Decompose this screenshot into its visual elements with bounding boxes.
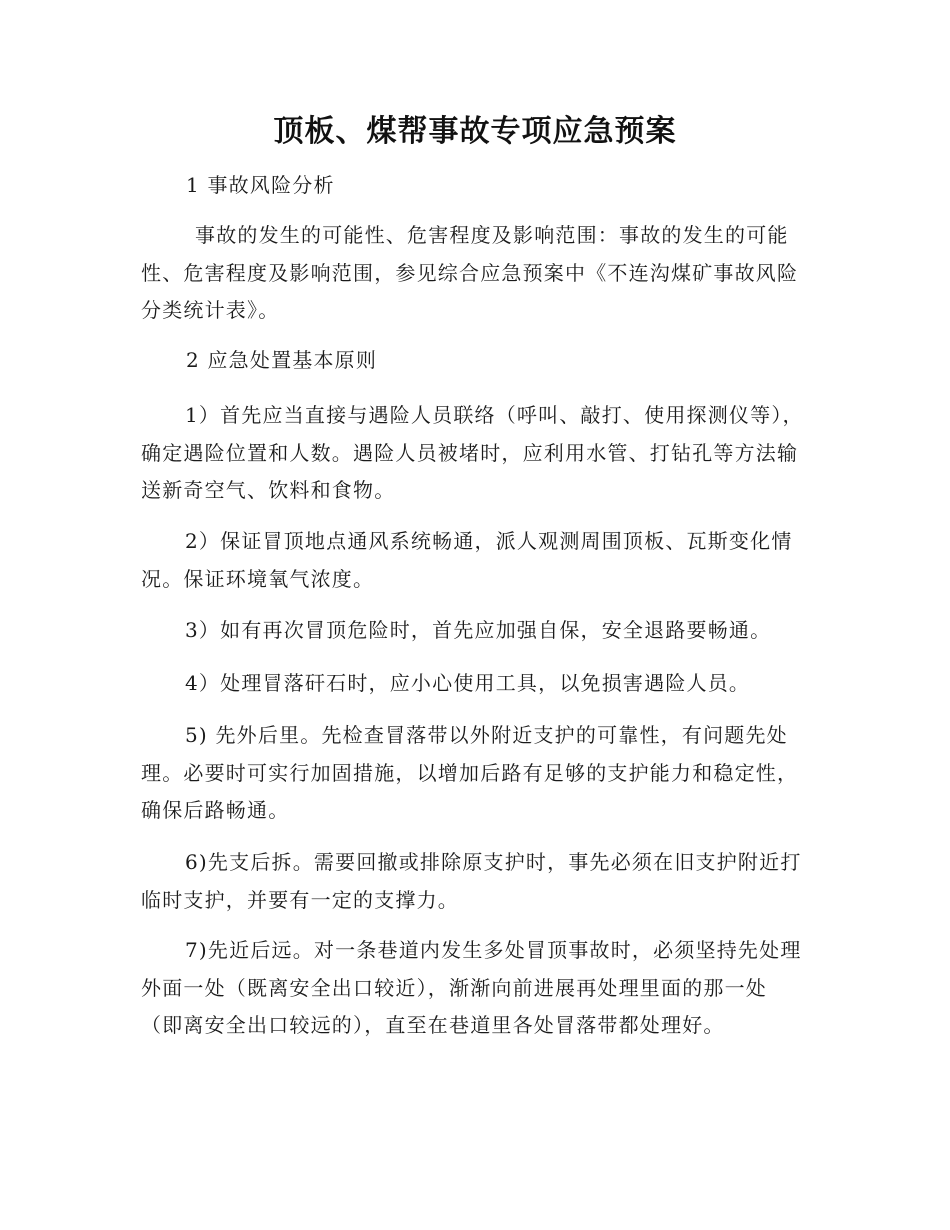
principle-item-5: 5) 先外后里。先检查冒落带以外附近支护的可靠性，有问题先处理。必要时可实行加固措施，以增加后路有足够的支护能力和稳定性，确保后路畅通。 <box>141 723 799 822</box>
document-title: 顶板、煤帮事故专项应急预案 <box>273 114 677 149</box>
principle-item-2: 2）保证冒顶地点通风系统畅通，派人观测周围顶板、瓦斯变化情况。保证环境氧气浓度。 <box>141 529 793 591</box>
principle-item-3: 3）如有再次冒顶危险时，首先应加强自保，安全退路要畅通。 <box>185 618 772 642</box>
section-heading-principles: 2 应急处置基本原则 <box>186 348 378 372</box>
principle-item-4: 4）处理冒落矸石时，应小心使用工具，以免损害遇险人员。 <box>185 671 751 695</box>
principle-item-7: 7)先近后远。对一条巷道内发生多处冒顶事故时，必须坚持先处理外面一处（既离安全出口较近），渐渐向前进展再处理里面的那一处（即离安全出口较远的），直至在巷道里各处冒落带都处理好。 <box>141 938 802 1037</box>
principle-item-6: 6)先支后拆。需要回撤或排除原支护时，事先必须在旧支护附近打临时支护，并要有一定的支撑力。 <box>141 850 802 912</box>
principle-item-1: 1）首先应当直接与遇险人员联络（呼叫、敲打、使用探测仪等），确定遇险位置和人数。遇险人员被堵时，应利用水管、打钻孔等方法输送新奇空气、饮料和食物。 <box>141 403 804 502</box>
paragraph-risk-analysis: 事故的发生的可能性、危害程度及影响范围：事故的发生的可能性、危害程度及影响范围，参见综合应急预案中《不连沟煤矿事故风险分类统计表》。 <box>141 223 799 322</box>
section-heading-risk-analysis: 1 事故风险分析 <box>186 173 335 197</box>
